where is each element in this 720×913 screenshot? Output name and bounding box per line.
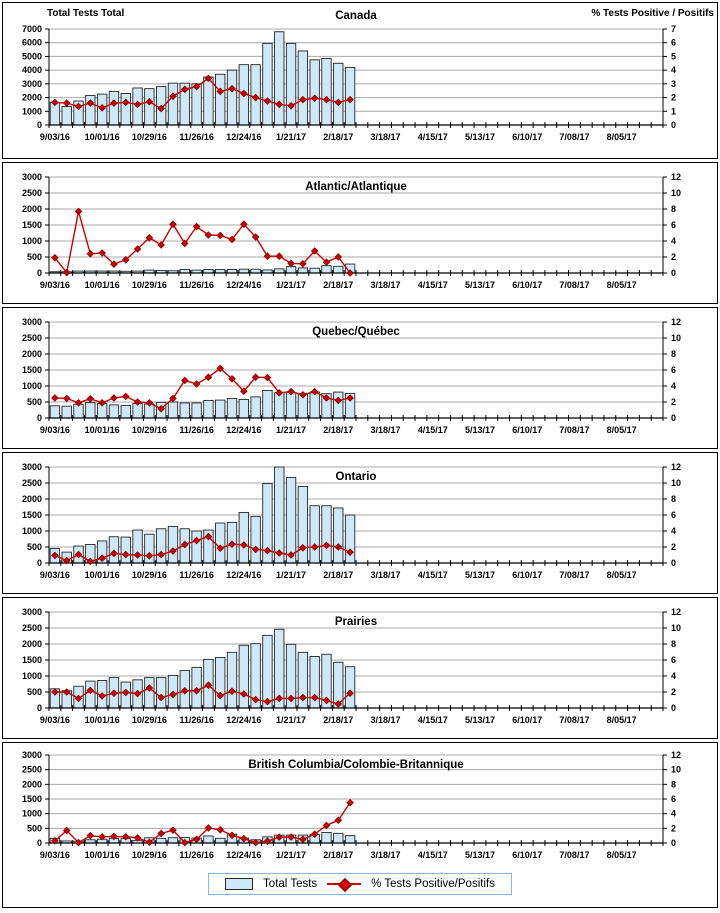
pct-positive-line bbox=[52, 533, 354, 564]
left-tick-label: 1000 bbox=[21, 236, 42, 246]
bar bbox=[334, 392, 343, 418]
right-tick-label: 2 bbox=[671, 687, 677, 697]
bar bbox=[204, 836, 213, 843]
bar bbox=[298, 51, 307, 125]
legend-pct-label: % Tests Positive/Positifs bbox=[371, 878, 495, 890]
left-tick-label: 7000 bbox=[21, 24, 42, 34]
bar bbox=[227, 398, 236, 418]
chart-title: Atlantic/Atlantique bbox=[305, 181, 407, 193]
left-axis-title: Total Tests Total bbox=[47, 8, 125, 19]
left-tick-label: 1000 bbox=[21, 671, 42, 681]
bar bbox=[62, 106, 71, 125]
diamond-marker bbox=[217, 232, 224, 239]
bar bbox=[334, 266, 343, 273]
bar bbox=[192, 403, 201, 418]
x-tick-label: 1/21/17 bbox=[276, 850, 307, 860]
left-tick-label: 1000 bbox=[21, 381, 42, 391]
x-tick-label: 11/26/16 bbox=[179, 132, 214, 142]
x-tick-label: 11/26/16 bbox=[179, 570, 214, 580]
x-tick-label: 5/13/17 bbox=[464, 850, 495, 860]
bar bbox=[145, 89, 154, 125]
x-tick-label: 7/08/17 bbox=[559, 850, 590, 860]
bar bbox=[263, 635, 272, 708]
british-columbia-chart bbox=[3, 743, 717, 871]
bar bbox=[345, 667, 354, 708]
chart-panel-atlantic bbox=[2, 162, 718, 304]
left-tick-label: 1500 bbox=[21, 365, 42, 375]
left-tick-label: 2000 bbox=[21, 349, 42, 359]
bar bbox=[334, 833, 343, 843]
bar bbox=[298, 268, 307, 273]
left-tick-label: 500 bbox=[26, 687, 42, 697]
x-tick-label: 10/29/16 bbox=[131, 425, 167, 435]
x-tick-label: 10/01/16 bbox=[84, 280, 120, 290]
right-tick-label: 10 bbox=[671, 623, 682, 633]
x-tick-label: 8/05/17 bbox=[606, 570, 637, 580]
left-tick-label: 3000 bbox=[21, 607, 42, 617]
right-tick-label: 4 bbox=[671, 236, 677, 246]
diamond-marker bbox=[264, 253, 271, 260]
left-tick-label: 6000 bbox=[21, 37, 42, 48]
left-tick-label: 5000 bbox=[21, 51, 42, 62]
bar bbox=[109, 405, 118, 418]
total-tests-swatch-icon bbox=[225, 878, 253, 890]
x-tick-label: 6/10/17 bbox=[512, 850, 543, 860]
diamond-marker bbox=[63, 395, 70, 402]
chart-title: Ontario bbox=[335, 471, 377, 483]
diamond-marker bbox=[87, 832, 94, 839]
right-tick-label: 12 bbox=[671, 172, 682, 182]
right-tick-label: 4 bbox=[671, 808, 677, 819]
left-tick-label: 2000 bbox=[21, 779, 42, 790]
left-tick-label: 0 bbox=[36, 413, 42, 423]
x-tick-label: 1/21/17 bbox=[276, 570, 307, 580]
x-tick-label: 10/29/16 bbox=[131, 570, 167, 580]
chart-title: Prairies bbox=[334, 616, 378, 628]
right-tick-label: 10 bbox=[671, 188, 682, 198]
bar bbox=[62, 406, 71, 418]
bar bbox=[215, 523, 224, 563]
right-tick-label: 8 bbox=[671, 639, 677, 649]
left-tick-label: 2500 bbox=[21, 623, 42, 633]
bar bbox=[334, 508, 343, 563]
pct-positive-line bbox=[52, 365, 354, 412]
left-tick-label: 0 bbox=[36, 120, 42, 130]
left-tick-label: 2500 bbox=[21, 333, 42, 343]
diamond-marker bbox=[111, 395, 118, 402]
left-tick-label: 1500 bbox=[21, 510, 42, 520]
ontario-chart bbox=[3, 453, 717, 593]
bar bbox=[227, 70, 236, 125]
bar bbox=[109, 91, 118, 125]
bar bbox=[334, 63, 343, 125]
bar bbox=[275, 467, 284, 563]
bar bbox=[50, 406, 59, 418]
diamond-marker bbox=[158, 242, 165, 249]
x-tick-label: 7/08/17 bbox=[559, 280, 590, 290]
x-tick-label: 3/18/17 bbox=[370, 280, 401, 290]
x-tick-label: 10/29/16 bbox=[131, 850, 167, 860]
x-tick-label: 10/29/16 bbox=[131, 280, 167, 290]
left-tick-label: 3000 bbox=[21, 317, 42, 327]
bar bbox=[239, 399, 248, 418]
right-tick-label: 4 bbox=[671, 671, 677, 681]
x-tick-label: 11/26/16 bbox=[179, 715, 214, 725]
left-tick-label: 0 bbox=[36, 558, 42, 568]
bar bbox=[322, 58, 331, 125]
x-tick-label: 4/15/17 bbox=[417, 425, 448, 435]
right-tick-label: 2 bbox=[671, 542, 677, 552]
left-tick-label: 2500 bbox=[21, 188, 42, 198]
prairies-chart bbox=[3, 598, 717, 738]
right-tick-label: 12 bbox=[671, 317, 682, 327]
bar bbox=[310, 60, 319, 125]
x-tick-label: 4/15/17 bbox=[417, 850, 448, 860]
x-tick-label: 4/15/17 bbox=[417, 132, 448, 142]
bar bbox=[86, 681, 95, 708]
chart-title: Quebec/Québec bbox=[312, 326, 400, 338]
x-tick-label: 4/15/17 bbox=[417, 715, 448, 725]
diamond-marker bbox=[122, 393, 129, 400]
bar bbox=[168, 402, 177, 418]
x-tick-label: 3/18/17 bbox=[370, 425, 401, 435]
x-tick-label: 3/18/17 bbox=[370, 850, 401, 860]
bar bbox=[168, 838, 177, 843]
left-tick-label: 1500 bbox=[21, 655, 42, 665]
legend-total-tests-label: Total Tests bbox=[263, 878, 318, 890]
left-tick-label: 3000 bbox=[21, 462, 42, 472]
bar bbox=[121, 406, 130, 418]
right-tick-label: 8 bbox=[671, 494, 677, 504]
right-tick-label: 0 bbox=[671, 413, 677, 423]
right-tick-label: 8 bbox=[671, 349, 677, 359]
bar bbox=[263, 390, 272, 418]
left-tick-label: 2500 bbox=[21, 478, 42, 488]
x-tick-label: 10/01/16 bbox=[84, 132, 120, 142]
bar bbox=[286, 43, 295, 125]
right-tick-label: 10 bbox=[671, 764, 682, 775]
right-tick-label: 6 bbox=[671, 655, 677, 665]
quebec-chart bbox=[3, 308, 717, 448]
x-tick-label: 6/10/17 bbox=[512, 715, 543, 725]
left-tick-label: 2000 bbox=[21, 204, 42, 214]
canada-chart bbox=[3, 3, 717, 158]
x-tick-label: 9/03/16 bbox=[39, 570, 70, 580]
x-tick-label: 1/21/17 bbox=[276, 715, 307, 725]
diamond-marker bbox=[87, 396, 94, 403]
right-tick-label: 10 bbox=[671, 478, 682, 488]
x-tick-label: 11/26/16 bbox=[179, 425, 214, 435]
bar bbox=[263, 43, 272, 125]
atlantic-chart bbox=[3, 163, 717, 303]
diamond-marker bbox=[63, 100, 70, 107]
x-tick-label: 6/10/17 bbox=[512, 425, 543, 435]
left-tick-label: 4000 bbox=[21, 65, 42, 76]
bar bbox=[286, 267, 295, 273]
bar bbox=[168, 83, 177, 125]
right-tick-label: 2 bbox=[671, 823, 677, 834]
x-tick-label: 3/18/17 bbox=[370, 715, 401, 725]
right-tick-label: 4 bbox=[671, 526, 677, 536]
left-tick-label: 2000 bbox=[21, 92, 42, 103]
bar bbox=[204, 77, 213, 125]
right-tick-label: 2 bbox=[671, 92, 677, 103]
x-tick-label: 7/08/17 bbox=[559, 425, 590, 435]
bar bbox=[227, 652, 236, 708]
right-tick-label: 0 bbox=[671, 120, 677, 130]
right-tick-label: 8 bbox=[671, 204, 677, 214]
left-tick-label: 2000 bbox=[21, 639, 42, 649]
right-tick-label: 12 bbox=[671, 462, 682, 472]
left-tick-label: 3000 bbox=[21, 78, 42, 89]
x-tick-label: 5/13/17 bbox=[464, 132, 495, 142]
right-tick-label: 5 bbox=[671, 51, 677, 62]
right-tick-label: 4 bbox=[671, 65, 677, 76]
bar bbox=[145, 678, 154, 708]
x-tick-label: 12/24/16 bbox=[226, 280, 262, 290]
chart-panel-british-columbia bbox=[2, 742, 718, 908]
right-tick-label: 8 bbox=[671, 779, 677, 790]
x-tick-label: 8/05/17 bbox=[606, 425, 637, 435]
x-tick-label: 9/03/16 bbox=[39, 715, 70, 725]
left-tick-label: 3000 bbox=[21, 750, 42, 760]
x-tick-label: 9/03/16 bbox=[39, 280, 70, 290]
right-tick-label: 2 bbox=[671, 397, 677, 407]
x-tick-label: 6/10/17 bbox=[512, 132, 543, 142]
diamond-marker bbox=[276, 253, 283, 260]
x-tick-label: 12/24/16 bbox=[226, 132, 262, 142]
bar bbox=[286, 478, 295, 563]
x-tick-label: 8/05/17 bbox=[606, 715, 637, 725]
total-tests-bars bbox=[50, 390, 355, 418]
x-tick-label: 9/03/16 bbox=[39, 850, 70, 860]
left-tick-label: 2000 bbox=[21, 494, 42, 504]
bar bbox=[86, 403, 95, 418]
x-tick-label: 12/24/16 bbox=[226, 570, 262, 580]
diamond-marker bbox=[52, 395, 59, 402]
right-tick-label: 6 bbox=[671, 510, 677, 520]
x-tick-label: 6/10/17 bbox=[512, 570, 543, 580]
x-tick-label: 5/13/17 bbox=[464, 425, 495, 435]
x-tick-label: 10/01/16 bbox=[84, 850, 120, 860]
bar bbox=[310, 506, 319, 563]
right-tick-label: 1 bbox=[671, 106, 677, 117]
x-tick-label: 2/18/17 bbox=[323, 570, 354, 580]
right-tick-label: 0 bbox=[671, 268, 677, 278]
right-tick-label: 6 bbox=[671, 365, 677, 375]
pct-line-swatch-icon bbox=[327, 879, 361, 889]
bar bbox=[275, 32, 284, 125]
diamond-marker bbox=[87, 251, 94, 258]
x-tick-label: 3/18/17 bbox=[370, 570, 401, 580]
right-tick-label: 7 bbox=[671, 24, 677, 34]
x-tick-label: 10/29/16 bbox=[131, 132, 167, 142]
x-tick-label: 6/10/17 bbox=[512, 280, 543, 290]
bar bbox=[204, 400, 213, 418]
right-tick-label: 12 bbox=[671, 607, 682, 617]
bar bbox=[180, 403, 189, 418]
right-tick-label: 0 bbox=[671, 703, 677, 713]
bar bbox=[322, 832, 331, 843]
pct-positive-line bbox=[52, 682, 354, 707]
x-tick-label: 1/21/17 bbox=[276, 425, 307, 435]
x-tick-label: 9/03/16 bbox=[39, 132, 70, 142]
right-tick-label: 12 bbox=[671, 750, 682, 760]
legend bbox=[208, 873, 512, 895]
right-tick-label: 6 bbox=[671, 794, 677, 804]
bar bbox=[156, 838, 165, 843]
x-tick-label: 11/26/16 bbox=[179, 850, 214, 860]
bar bbox=[121, 537, 130, 563]
right-tick-label: 6 bbox=[671, 220, 677, 230]
left-tick-label: 0 bbox=[36, 268, 42, 278]
diamond-marker bbox=[217, 827, 224, 834]
x-tick-label: 4/15/17 bbox=[417, 570, 448, 580]
x-tick-label: 3/18/17 bbox=[370, 132, 401, 142]
x-tick-label: 1/21/17 bbox=[276, 280, 307, 290]
x-tick-label: 8/05/17 bbox=[606, 850, 637, 860]
pct-positive-line bbox=[52, 208, 354, 276]
bar bbox=[345, 836, 354, 843]
x-tick-label: 7/08/17 bbox=[559, 570, 590, 580]
left-tick-label: 3000 bbox=[21, 172, 42, 182]
right-tick-label: 0 bbox=[671, 558, 677, 568]
x-tick-label: 1/21/17 bbox=[276, 132, 307, 142]
right-axis-title: % Tests Positive / Positifs bbox=[591, 8, 714, 19]
x-tick-label: 9/03/16 bbox=[39, 425, 70, 435]
left-tick-label: 500 bbox=[26, 823, 42, 834]
x-tick-label: 7/08/17 bbox=[559, 132, 590, 142]
total-tests-bars bbox=[50, 629, 355, 708]
left-tick-label: 500 bbox=[26, 252, 42, 262]
right-tick-label: 4 bbox=[671, 381, 677, 391]
x-tick-label: 12/24/16 bbox=[226, 850, 262, 860]
bar bbox=[239, 645, 248, 708]
left-tick-label: 1500 bbox=[21, 794, 42, 804]
x-tick-label: 11/26/16 bbox=[179, 280, 214, 290]
x-tick-label: 7/08/17 bbox=[559, 715, 590, 725]
bar bbox=[215, 838, 224, 843]
right-tick-label: 3 bbox=[671, 78, 677, 89]
diamond-marker bbox=[170, 221, 177, 228]
x-tick-label: 12/24/16 bbox=[226, 715, 262, 725]
left-tick-label: 2500 bbox=[21, 764, 42, 775]
diamond-marker bbox=[288, 260, 295, 267]
x-tick-label: 10/01/16 bbox=[84, 570, 120, 580]
x-tick-label: 5/13/17 bbox=[464, 280, 495, 290]
x-tick-label: 2/18/17 bbox=[323, 715, 354, 725]
left-tick-label: 1000 bbox=[21, 106, 42, 117]
bar bbox=[239, 512, 248, 563]
pct-diamond-marker-icon bbox=[338, 878, 352, 892]
right-tick-label: 6 bbox=[671, 37, 677, 48]
x-tick-label: 4/15/17 bbox=[417, 280, 448, 290]
bar bbox=[156, 678, 165, 708]
x-tick-label: 2/18/17 bbox=[323, 425, 354, 435]
bar bbox=[251, 517, 260, 563]
left-tick-label: 1000 bbox=[21, 526, 42, 536]
x-tick-label: 5/13/17 bbox=[464, 570, 495, 580]
right-tick-label: 2 bbox=[671, 252, 677, 262]
bar bbox=[121, 93, 130, 125]
x-tick-label: 8/05/17 bbox=[606, 280, 637, 290]
left-tick-label: 1000 bbox=[21, 808, 42, 819]
x-tick-label: 5/13/17 bbox=[464, 715, 495, 725]
bar bbox=[275, 269, 284, 273]
pct-positive-line bbox=[52, 799, 354, 846]
left-tick-label: 1500 bbox=[21, 220, 42, 230]
chart-panel-ontario bbox=[2, 452, 718, 594]
left-tick-label: 0 bbox=[36, 703, 42, 713]
x-tick-label: 10/29/16 bbox=[131, 715, 167, 725]
chart-title: British Columbia/Colombie-Britannique bbox=[248, 759, 464, 771]
right-tick-label: 10 bbox=[671, 333, 682, 343]
bar bbox=[168, 527, 177, 563]
x-tick-label: 2/18/17 bbox=[323, 280, 354, 290]
bar bbox=[322, 506, 331, 563]
x-tick-label: 2/18/17 bbox=[323, 132, 354, 142]
x-tick-label: 10/01/16 bbox=[84, 715, 120, 725]
x-tick-label: 2/18/17 bbox=[323, 850, 354, 860]
x-tick-label: 10/01/16 bbox=[84, 425, 120, 435]
pct-positive-line bbox=[52, 75, 354, 112]
bar bbox=[215, 400, 224, 418]
bar bbox=[215, 74, 224, 125]
x-tick-label: 12/24/16 bbox=[226, 425, 262, 435]
bar bbox=[310, 392, 319, 418]
bar bbox=[322, 266, 331, 273]
bar bbox=[310, 268, 319, 273]
left-tick-label: 500 bbox=[26, 542, 42, 552]
bar bbox=[215, 657, 224, 708]
bar bbox=[251, 397, 260, 418]
x-tick-label: 8/05/17 bbox=[606, 132, 637, 142]
left-tick-label: 500 bbox=[26, 397, 42, 407]
chart-panel-quebec bbox=[2, 307, 718, 449]
chart-panel-canada bbox=[2, 2, 718, 159]
chart-title: Canada bbox=[335, 10, 377, 22]
right-tick-label: 0 bbox=[671, 838, 677, 848]
bar bbox=[286, 392, 295, 418]
bar bbox=[192, 531, 201, 563]
legend-row bbox=[3, 873, 717, 895]
left-tick-label: 0 bbox=[36, 838, 42, 848]
chart-panel-prairies bbox=[2, 597, 718, 739]
